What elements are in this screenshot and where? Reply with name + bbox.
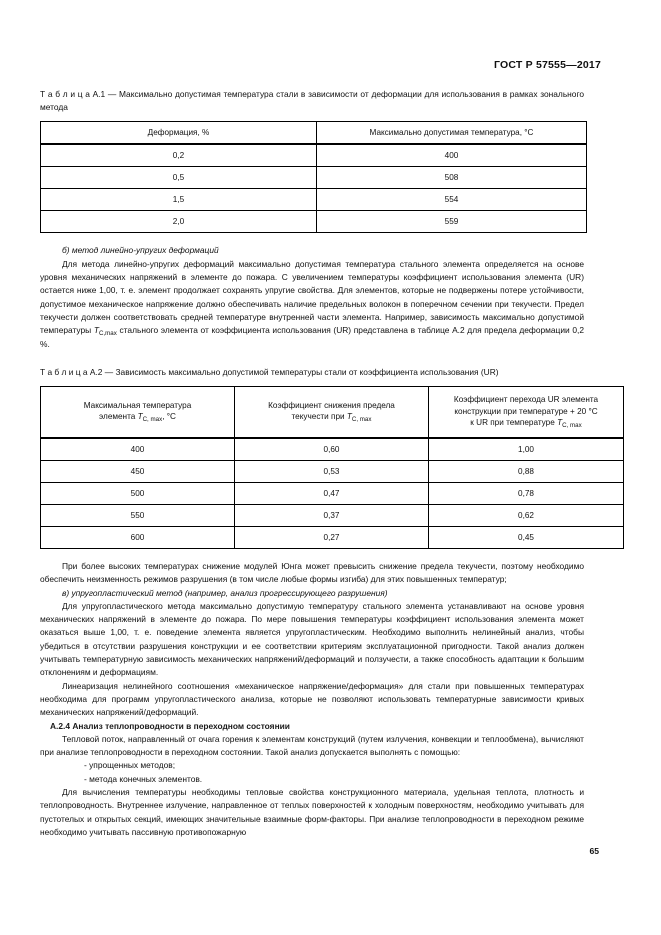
table-a1-cell: 2,0: [41, 211, 317, 233]
page-content: [40, 88, 599, 839]
table-a2-header-row: [41, 386, 624, 438]
page-number: 65: [589, 846, 599, 856]
table-a2-cell: 600: [41, 526, 235, 548]
table-a2-col-2: Коэффициент перехода UR элемента конструкции при температуре + 20 °C к UR при температуре $T_{C, max}$: [429, 386, 624, 438]
table-a1-caption: Т а б л и ц а А.1 — Максимально допустимая температура стали в зависимости от деформации для использования в рамках зонального метода: [40, 89, 584, 113]
table-a1-cell: 559: [317, 211, 587, 233]
table-a1-cell: 0,2: [41, 144, 317, 167]
paragraph-linear-elastic: Для метода линейно-упругих деформаций максимально допустимая температура стального элемента определяется на основе уровня механических напряжений в элементе до пожара. С увеличением температуры коэффициент использования элемента (UR) остается ниже 1,00, т. е. элемент продолжает сохранять упругие свойства. Для элементов, которые не подвержены потере устойчивости, допустимое механическое напряжение должно обеспечивать наличие предельных волокон в поперечном сечении при текучести. Предел текучести должен соответствовать средней температуре внутренней части элемента. Например, зависимость максимально допустимой температуры $T_{C,max}$ стального элемента от коэффициента использования (UR) представлена в таблице А.2 для предела деформации 0,2 %.: [40, 258, 584, 350]
table-a2-cell: 0,27: [235, 526, 429, 548]
table-a2-cell: 0,88: [429, 460, 624, 482]
table-a2-cell: 0,62: [429, 504, 624, 526]
table-a2-cell: 550: [41, 504, 235, 526]
table-a2-cell: 0,78: [429, 482, 624, 504]
paragraph-thermal-properties: Для вычисления температуры необходимы тепловые свойства конструкционного материала, удельная теплота, плотность и теплопроводность. Внутреннее излучение, направленное от теплых поверхностей к холодным поверхностям, необходимо учитывать для пустотелых и открытых секций, имеющих значительные взаимные форм-факторы. При анализе теплопроводности в переходном режиме необходимо учитывать пассивную противопожарную: [40, 787, 584, 837]
table-a2-caption: Т а б л и ц а А.2 — Зависимость максимально допустимой температуры стали от коэффициента использования (UR): [40, 366, 499, 377]
table-a1-cell: 400: [317, 144, 587, 167]
table-a2-cell: 450: [41, 460, 235, 482]
paragraph-item-b: б) метод линейно-упругих деформаций: [62, 245, 219, 256]
table-row: [41, 504, 624, 526]
table-a2-col-1: Коэффициент снижения предела текучести при $T_{C, max}$: [235, 386, 429, 438]
paragraph-elastoplastic: Для упругопластического метода максимально допустимую температуру стального элемента устанавливают на основе уровня механических напряжений в элементе до пожара. По мере повышения температуры коэффициент использования элемента может оказаться выше 1,00, т. е. поведение элемента является упругопластическим. Необходимо выполнить нелинейный анализ, чтобы убедиться в отсутствии разрушения конструкции и ее соответствии критериям эксплуатационной пригодности. Такой анализ должен учитывать температурную зависимость механических напряжений/деформаций и ползучести, а также способность адаптации к большим отклонениям и деформациям.: [40, 600, 584, 678]
table-row: [41, 144, 587, 167]
table-a2-col-0: Максимальная температура элемента $T_{C, max}$, °C: [41, 386, 235, 438]
table-a2-cell: 0,47: [235, 482, 429, 504]
table-a1-cell: 1,5: [41, 189, 317, 211]
table-a2-cell: 0,60: [235, 438, 429, 461]
table-a1-header-row: [41, 122, 587, 145]
table-row: [41, 211, 587, 233]
table-a2-cell: 0,45: [429, 526, 624, 548]
bullet-finite-elements: - метода конечных элементов.: [84, 773, 203, 784]
table-a1-col-1: Максимально допустимая температура, °C: [317, 122, 587, 145]
table-a1-cell: 554: [317, 189, 587, 211]
table-a1-cell: 0,5: [41, 167, 317, 189]
bullet-simplified-methods: - упрощенных методов;: [84, 760, 176, 771]
table-a2-cell: 500: [41, 482, 235, 504]
table-a2-cell: 1,00: [429, 438, 624, 461]
table-row: [41, 482, 624, 504]
paragraph-high-temperature: При более высоких температурах снижение модулей Юнга может превысить снижение предела текучести, поэтому необходимо обеспечить неизменность режимов разрушения (в том числе любые формы изгиба) для этих повышенных температур;: [40, 560, 584, 585]
table-a2-cell: 0,53: [235, 460, 429, 482]
table-a1-col-0: Деформация, %: [41, 122, 317, 145]
paragraph-heat-flow: Тепловой поток, направленный от очага горения к элементам конструкций (путем излучения, конвекции и теплообмена), вычисляют при анализе теплопроводности в переходном состоянии. Такой анализ допускается выполнять с помощью:: [40, 733, 584, 758]
paragraph-item-v: в) упругопластический метод (например, анализ прогрессирующего разрушения): [62, 587, 388, 598]
heading-a24: А.2.4 Анализ теплопроводности в переходном состоянии: [50, 720, 290, 731]
table-a2-cell: 0,37: [235, 504, 429, 526]
table-row: [41, 167, 587, 189]
table-row: [41, 438, 624, 461]
table-row: [41, 460, 624, 482]
table-a2: [40, 386, 624, 549]
table-row: [41, 526, 624, 548]
paragraph-linearization: Линеаризация нелинейного соотношения «механическое напряжение/деформация» для стали при повышенных температурах необходима для программ упругопластического анализа, которые не позволяют использовать температурные зависимости кривых механических напряжений/деформаций.: [40, 680, 584, 718]
table-a1-cell: 508: [317, 167, 587, 189]
table-row: [41, 189, 587, 211]
table-a1: [40, 121, 587, 233]
page-header-standard-number: ГОСТ Р 57555—2017: [493, 59, 601, 71]
table-a2-cell: 400: [41, 438, 235, 461]
